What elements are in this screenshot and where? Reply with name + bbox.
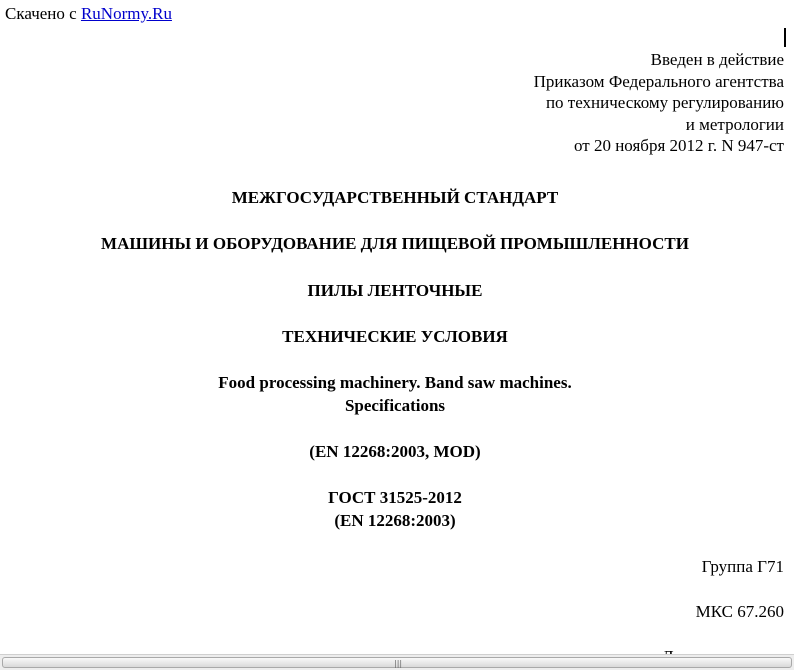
gost-number: ГОСТ 31525-2012 bbox=[328, 488, 462, 507]
text-cursor bbox=[784, 28, 786, 47]
group-label: Группа Г71 bbox=[701, 557, 784, 576]
enactment-line: Введен в действие bbox=[650, 50, 784, 69]
enactment-line: по техническому регулированию bbox=[545, 93, 784, 113]
standard-type-heading: МЕЖГОСУДАРСТВЕННЫЙ СТАНДАРТ bbox=[231, 188, 559, 207]
mks-label: МКС 67.260 bbox=[695, 602, 784, 621]
product-heading: ПИЛЫ ЛЕНТОЧНЫЕ bbox=[307, 281, 483, 300]
english-title-line: Food processing machinery. Band saw machines. bbox=[218, 373, 572, 392]
enactment-block bbox=[534, 49, 784, 157]
en-mod-reference: (EN 12268:2003, MOD) bbox=[309, 442, 481, 461]
scrollbar-thumb[interactable] bbox=[2, 657, 792, 668]
enactment-line: и метрологии bbox=[685, 114, 784, 134]
source-link[interactable]: RuNormy.Ru bbox=[80, 4, 172, 23]
horizontal-scrollbar[interactable] bbox=[0, 654, 794, 670]
scrollbar-grip-icon: ||| bbox=[394, 659, 403, 668]
english-title-line: Specifications bbox=[344, 396, 446, 415]
spec-heading: ТЕХНИЧЕСКИЕ УСЛОВИЯ bbox=[282, 327, 508, 346]
enactment-line: Приказом Федерального агентства bbox=[533, 71, 784, 91]
english-title bbox=[0, 371, 790, 417]
source-prefix: Скачено с bbox=[5, 4, 77, 23]
source-line bbox=[5, 4, 172, 24]
gost-en-reference: (EN 12268:2003) bbox=[334, 511, 456, 530]
standard-subject-heading: МАШИНЫ И ОБОРУДОВАНИЕ ДЛЯ ПИЩЕВОЙ ПРОМЫШЛЕННОСТИ bbox=[101, 234, 689, 253]
enactment-line: от 20 ноября 2012 г. N 947-ст bbox=[574, 136, 784, 156]
gost-block bbox=[0, 486, 790, 532]
